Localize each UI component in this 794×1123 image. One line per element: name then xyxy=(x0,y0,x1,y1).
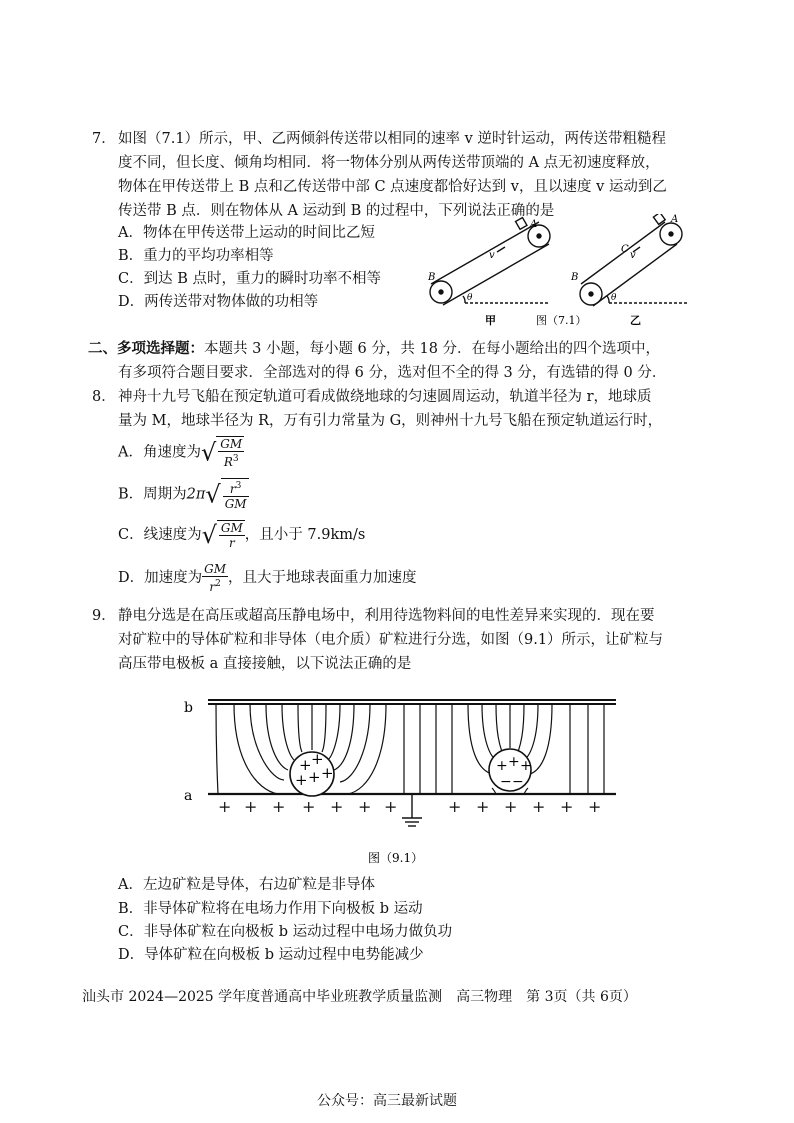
svg-text:+: + xyxy=(218,797,232,816)
svg-text:+: + xyxy=(311,750,324,768)
fig7-point-b-jia: B xyxy=(428,272,436,283)
q8-option-b-coefficient: 2π xyxy=(186,486,206,503)
q9-option-c: C．非导体矿粒在向极板 b 运动过程中电场力做负功 xyxy=(118,924,453,940)
svg-text:+: + xyxy=(299,756,312,774)
plate-a-charges xyxy=(218,797,601,816)
svg-text:+: + xyxy=(508,754,520,770)
q7-option-a: A．物体在甲传送带上运动的时间比乙短 xyxy=(118,225,375,241)
svg-text:+: + xyxy=(272,797,286,816)
numerator: r xyxy=(229,482,236,496)
fig7-angle-yi: θ xyxy=(611,293,617,303)
fig7-point-b-yi: B xyxy=(571,272,579,283)
fig7-point-c-yi: C xyxy=(621,244,629,255)
svg-text:+: + xyxy=(588,797,602,816)
numerator: GM xyxy=(204,562,227,576)
q7-option-b: B．重力的平均功率相等 xyxy=(118,248,274,264)
svg-text:−: − xyxy=(500,774,512,790)
sqrt-symbol: √ xyxy=(205,480,221,509)
section2-heading: 二、多项选择题： xyxy=(88,340,204,357)
fig7-angle-jia: θ xyxy=(467,293,473,303)
svg-text:+: + xyxy=(295,771,308,789)
q8-option-c-label: C．线速度为 xyxy=(118,527,202,543)
svg-text:+: + xyxy=(560,797,574,816)
svg-text:+: + xyxy=(532,797,546,816)
fig7-label-jia: 甲 xyxy=(485,314,496,327)
particle-right-dielectric xyxy=(489,749,532,791)
q8-stem-line2: 量为 M，地球半径为 R，万有引力常量为 G，则神州十九号飞船在预定轨道运行时， xyxy=(118,413,663,429)
svg-text:+: + xyxy=(448,797,462,816)
q8-option-a-radicand xyxy=(216,436,244,469)
numerator: GM xyxy=(220,521,243,535)
q9-number: 9． xyxy=(92,608,116,624)
section2-intro-line2: 有多项符合题目要求．全部选对的得 6 分，选对但不全的得 3 分，有选错的得 0 分． xyxy=(118,365,667,381)
section2-intro-line1: 本题共 3 小题，每小题 6 分，共 18 分．在每小题给出的四个选项中， xyxy=(204,341,661,357)
fig7-velocity-jia: v xyxy=(489,250,495,261)
q8-stem-line1: 神舟十九号飞船在预定轨道可看成做绕地球的匀速圆周运动，轨道半径为 r，地球质 xyxy=(118,389,652,405)
q9-option-d: D．导体矿粒在向极板 b 运动过程中电势能减少 xyxy=(118,947,424,963)
field-lines xyxy=(216,704,604,794)
denominator: R xyxy=(223,455,233,469)
q7-stem-line1: 如图（7.1）所示，甲、乙两倾斜传送带以相同的速率 v 逆时针运动，两传送带粗糙程 xyxy=(118,131,666,147)
svg-text:+: + xyxy=(308,768,321,786)
conveyor-jia xyxy=(430,218,550,305)
svg-text:+: + xyxy=(244,797,258,816)
q9-stem-line1: 静电分选是在高压或超高压静电场中，利用待选物料间的电性差异来实现的．现在要 xyxy=(118,608,655,624)
exponent: 2 xyxy=(215,579,221,589)
svg-text:+: + xyxy=(476,797,490,816)
q8-option-a-label: A．角速度为 xyxy=(118,444,201,461)
svg-text:+: + xyxy=(520,758,532,774)
q9-stem-line3: 高压带电极板 a 直接接触，以下说法正确的是 xyxy=(118,656,412,672)
svg-text:+: + xyxy=(302,797,316,816)
denominator: r xyxy=(209,580,216,594)
fig7-label-yi: 乙 xyxy=(630,314,641,327)
figure-7-1 xyxy=(425,214,705,330)
fig9-caption: 图（9.1） xyxy=(368,851,424,865)
svg-text:+: + xyxy=(330,797,344,816)
q8-option-d-suffix: ，且大于地球表面重力加速度 xyxy=(228,570,417,586)
exponent: 3 xyxy=(232,454,239,464)
particle-left-conductor xyxy=(290,750,334,796)
denominator: GM xyxy=(224,497,247,511)
ground-icon xyxy=(402,794,422,826)
q7-stem-line3: 物体在甲传送带上 B 点和乙传送带中部 C 点速度都恰好达到 v，且以速度 v 运动到乙 xyxy=(118,179,667,195)
plate-b xyxy=(208,700,616,704)
q8-option-c-suffix: ，且小于 7.9km/s xyxy=(244,527,366,543)
q8-option-d xyxy=(118,562,417,594)
fig7-point-a-jia: A xyxy=(530,219,538,230)
svg-text:+: + xyxy=(321,764,334,782)
figure-9-1 xyxy=(178,690,628,870)
fig9-label-b: b xyxy=(184,700,193,716)
q7-number: 7． xyxy=(92,131,116,147)
q8-option-c xyxy=(118,520,365,550)
numerator: GM xyxy=(220,437,243,451)
q7-stem-line4: 传送带 B 点．则在物体从 A 运动到 B 的过程中，下列说法正确的是 xyxy=(118,203,555,219)
section2-heading-line1 xyxy=(88,337,660,361)
q9-option-b: B．非导体矿粒将在电场力作用下向极板 b 运动 xyxy=(118,901,423,917)
denominator: r xyxy=(228,536,235,550)
q8-number: 8． xyxy=(92,389,116,405)
q9-option-a: A．左边矿粒是导体，右边矿粒是非导体 xyxy=(118,877,375,893)
q8-option-a xyxy=(118,436,244,469)
q9-stem-line2: 对矿粒中的导体矿粒和非导体（电介质）矿粒进行分选，如图（9.1）所示，让矿粒与 xyxy=(118,632,664,648)
q7-stem-line2: 度不同，但长度、倾角均相同．将一物体分别从两传送带顶端的 A 点无初速度释放， xyxy=(118,155,660,171)
sqrt-symbol: √ xyxy=(200,438,217,467)
fig7-point-a-yi: A xyxy=(671,214,679,225)
svg-text:+: + xyxy=(384,797,398,816)
fig7-caption: 图（7.1） xyxy=(536,314,587,327)
fig7-velocity-yi: v xyxy=(630,250,636,261)
svg-text:+: + xyxy=(358,797,372,816)
q7-option-c: C．到达 B 点时，重力的瞬时功率不相等 xyxy=(118,271,381,287)
q8-option-b-label: B．周期为 xyxy=(118,486,187,503)
svg-text:−: − xyxy=(512,774,524,790)
page-footer: 汕头市 2024—2025 学年度普通高中毕业班教学质量监测 高三物理 第 3页（共 6页） xyxy=(82,989,637,1005)
q7-option-d: D．两传送带对物体做的功相等 xyxy=(118,294,319,310)
fig9-label-a: a xyxy=(184,788,193,804)
q8-option-d-label: D．加速度为 xyxy=(118,570,203,586)
wechat-footer: 公众号：高三最新试题 xyxy=(317,1093,457,1109)
q8-option-b xyxy=(118,478,249,511)
q8-option-b-radicand xyxy=(221,478,249,511)
svg-text:+: + xyxy=(496,758,508,774)
svg-text:+: + xyxy=(504,797,518,816)
sqrt-symbol: √ xyxy=(201,521,217,549)
exponent: 3 xyxy=(235,481,242,491)
q8-option-c-radicand xyxy=(217,520,245,550)
